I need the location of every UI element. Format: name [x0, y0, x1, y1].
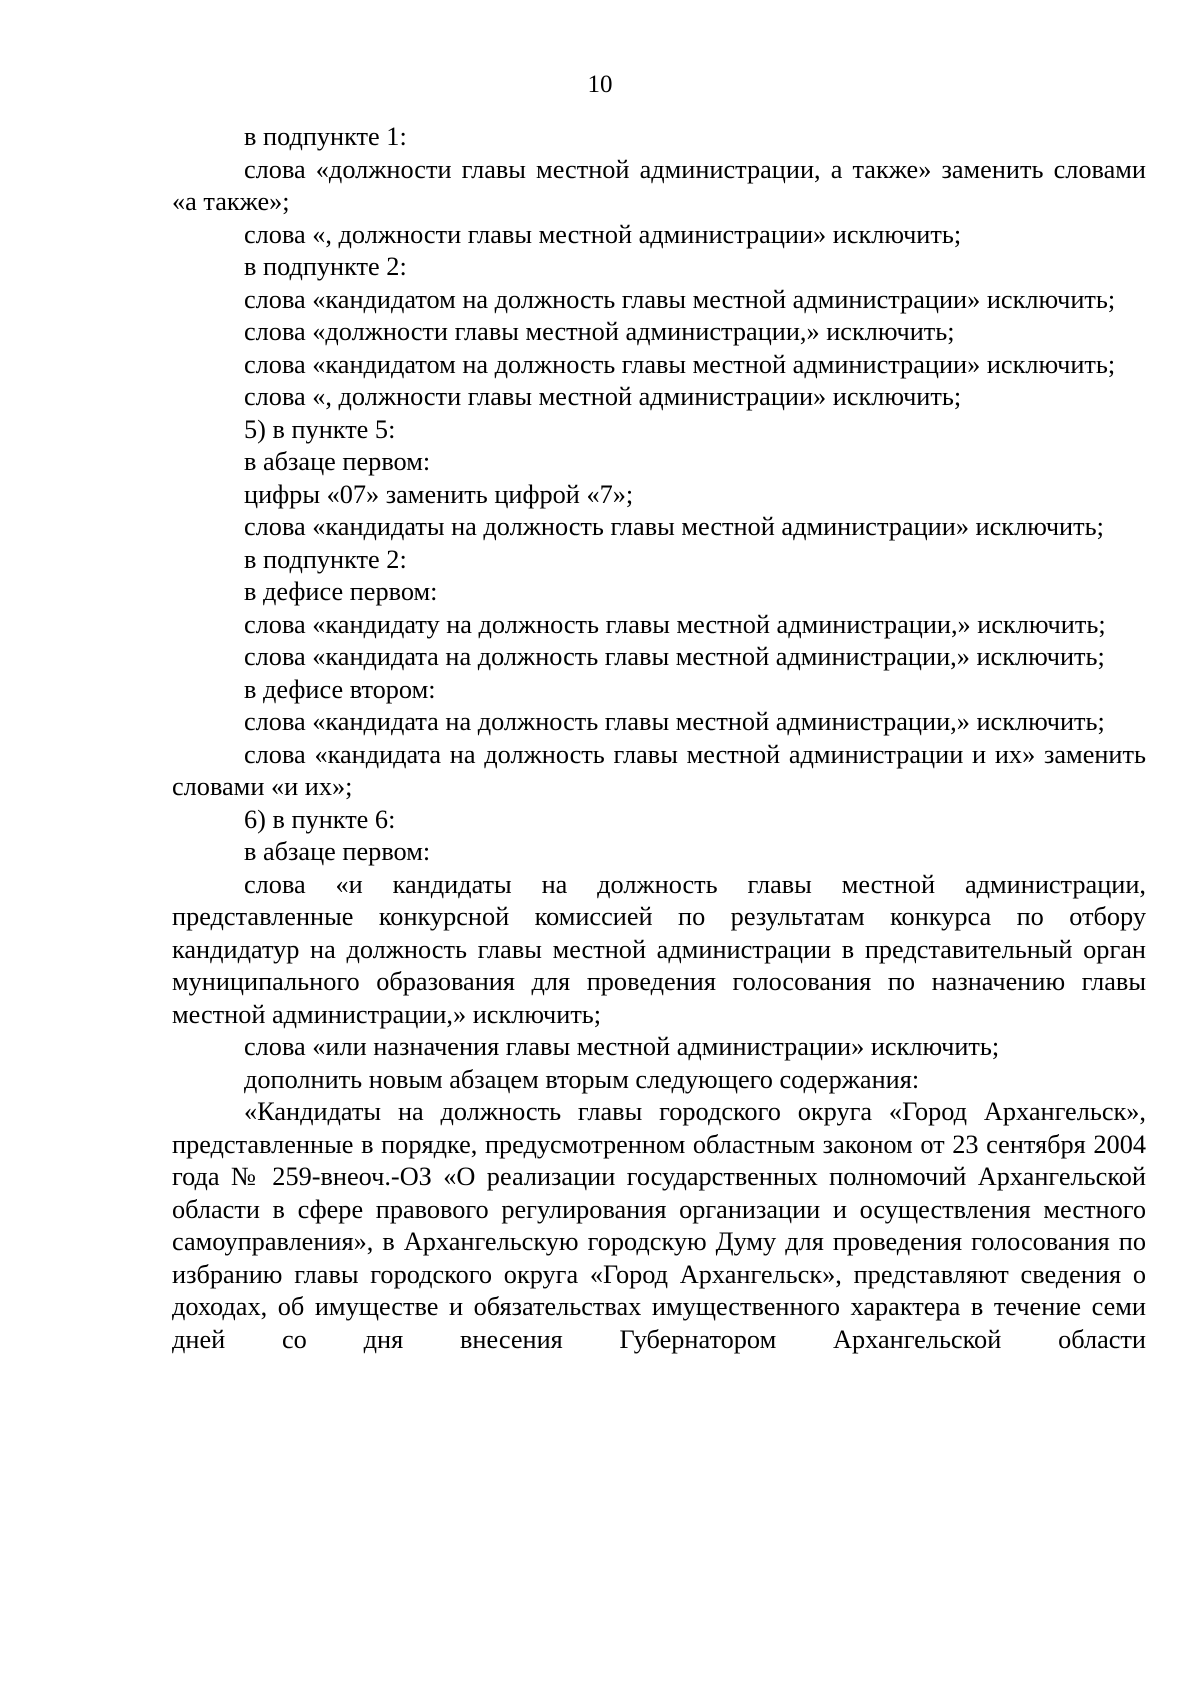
- paragraph: в подпункте 2:: [244, 544, 407, 574]
- paragraph: слова «кандидаты на должность главы местной администрации» исключить;: [244, 512, 1104, 541]
- paragraph: слова «кандидата на должность главы местной администрации,» исключить;: [244, 707, 1105, 736]
- page-number: 10: [587, 71, 613, 98]
- paragraph: слова «кандидатом на должность главы местной администрации» исключить;: [244, 284, 1116, 314]
- paragraph: слова «или назначения главы местной администрации» исключить;: [244, 1032, 1000, 1061]
- paragraph: дополнить новым абзацем вторым следующего содержания:: [244, 1064, 920, 1094]
- paragraph: слова «, должности главы местной администрации» исключить;: [244, 382, 962, 411]
- paragraph: в абзаце первом:: [244, 837, 431, 866]
- paragraph: слова «и кандидаты на должность главы местной администрации, представленные конкурсной комиссией по результатам конкурса по отбору кандидатур на должность главы местной администрации в представительный орган муниципального образования для проведения голосования по назначению главы местной администрации,» исключить;: [172, 869, 1146, 1029]
- paragraph: в абзаце первом:: [244, 447, 431, 476]
- paragraph: слова «должности главы местной администрации,» исключить;: [244, 317, 955, 346]
- document-body: [172, 121, 1146, 1356]
- paragraph: 5) в пункте 5:: [244, 414, 396, 444]
- paragraph: слова «должности главы местной администрации, а также» заменить словами «а также»;: [172, 154, 1146, 216]
- paragraph: слова «кандидату на должность главы местной администрации,» исключить;: [244, 609, 1106, 639]
- paragraph: в подпункте 1:: [244, 122, 407, 151]
- paragraph: слова «кандидата на должность главы местной администрации и их» заменить словами «и их»;: [172, 739, 1146, 801]
- paragraph: слова «кандидата на должность главы местной администрации,» исключить;: [244, 642, 1105, 671]
- paragraph: в дефисе втором:: [244, 674, 436, 704]
- paragraph: слова «, должности главы местной администрации» исключить;: [244, 219, 962, 249]
- paragraph: 6) в пункте 6:: [244, 804, 396, 834]
- paragraph: в дефисе первом:: [244, 577, 438, 606]
- paragraph: цифры «07» заменить цифрой «7»;: [244, 479, 634, 509]
- paragraph: «Кандидаты на должность главы городского округа «Город Архангельск», представленные в порядке, предусмотренном областным законом от 23 сентября 2004 года № 259-внеоч.-ОЗ «О реализации государственных полномочий Архангельской области в сфере правового регулирования организации и осуществления местного самоуправления», в Архангельскую городскую Думу для проведения голосования по избранию главы городского округа «Город Архангельск», представляют сведения о доходах, об имуществе и обязательствах имущественного характера в течение семи дней со дня внесения Губернатором Архангельской области: [172, 1097, 1146, 1354]
- paragraph: в подпункте 2:: [244, 252, 407, 281]
- paragraph: слова «кандидатом на должность главы местной администрации» исключить;: [244, 349, 1116, 379]
